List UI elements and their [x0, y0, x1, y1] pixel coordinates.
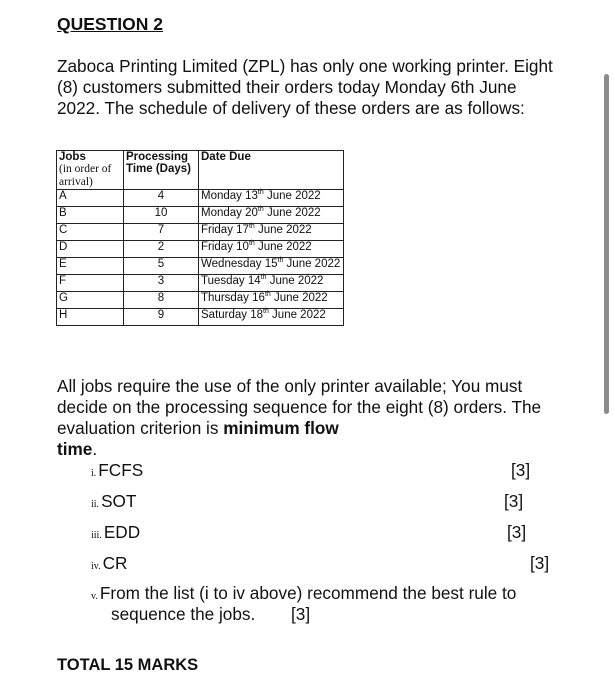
date-cell: Friday 17th June 2022 [199, 224, 344, 241]
table-row [57, 275, 344, 292]
date-cell: Monday 20th June 2022 [199, 207, 344, 224]
marks-edd: [3] [507, 522, 527, 542]
table-row [57, 309, 344, 326]
criterion-bold-2: time [57, 439, 93, 459]
time-cell: 4 [124, 190, 199, 207]
time-cell: 7 [124, 224, 199, 241]
date-cell: Saturday 18th June 2022 [199, 309, 344, 326]
time-cell: 9 [124, 309, 199, 326]
item-recommend: v. From the list (i to iv above) recommend the best rule to [91, 583, 517, 603]
time-cell: 2 [124, 241, 199, 258]
instructions-paragraph: All jobs require the use of the only printer available; You must decide on the processing sequence for the eight (8) orders. The evaluation criterion is minimum flow time. [57, 376, 542, 459]
table-row [57, 241, 344, 258]
header-jobs-note: (in order of arrival) [59, 163, 112, 188]
date-cell: Friday 10th June 2022 [199, 241, 344, 258]
table-row [57, 224, 344, 241]
date-cell: Monday 13th June 2022 [199, 190, 344, 207]
time-cell: 5 [124, 258, 199, 275]
date-cell: Wednesday 15th June 2022 [199, 258, 344, 275]
job-cell: B [57, 207, 124, 224]
job-cell: D [57, 241, 124, 258]
time-cell: 3 [124, 275, 199, 292]
header-date-due: Date Due [199, 151, 344, 190]
job-cell: E [57, 258, 124, 275]
marks-recommend: [3] [291, 604, 311, 624]
header-jobs-label: Jobs [59, 151, 86, 163]
job-cell: H [57, 309, 124, 326]
marks-sot: [3] [504, 491, 524, 511]
item-sot: ii. SOT [91, 491, 137, 511]
table-header-row [57, 151, 344, 190]
item-fcfs: i. FCFS [91, 460, 144, 480]
item-cr: iv. CR [91, 553, 128, 573]
marks-fcfs: [3] [511, 460, 531, 480]
marks-cr: [3] [530, 553, 550, 573]
job-cell: F [57, 275, 124, 292]
time-cell: 10 [124, 207, 199, 224]
item-edd: iii. EDD [91, 522, 141, 542]
schedule-table [56, 150, 344, 326]
date-cell: Thursday 16th June 2022 [199, 292, 344, 309]
table-row [57, 207, 344, 224]
intro-paragraph: Zaboca Printing Limited (ZPL) has only one working printer. Eight (8) customers submitted their orders today Monday 6th June 2022. The schedule of delivery of these orders are as follows: [57, 56, 553, 118]
header-processing: Processing Time (Days) [124, 151, 199, 190]
total-marks: TOTAL 15 MARKS [57, 656, 199, 674]
table-row [57, 292, 344, 309]
table-row [57, 258, 344, 275]
item-recommend-line2: sequence the jobs. [111, 604, 256, 624]
table-row [57, 190, 344, 207]
job-cell: A [57, 190, 124, 207]
header-jobs [57, 151, 124, 190]
job-cell: C [57, 224, 124, 241]
scrollbar[interactable] [604, 74, 609, 414]
question-heading: QUESTION 2 [57, 14, 163, 34]
job-cell: G [57, 292, 124, 309]
criterion-bold: minimum flow [223, 418, 339, 438]
date-cell: Tuesday 14th June 2022 [199, 275, 344, 292]
time-cell: 8 [124, 292, 199, 309]
